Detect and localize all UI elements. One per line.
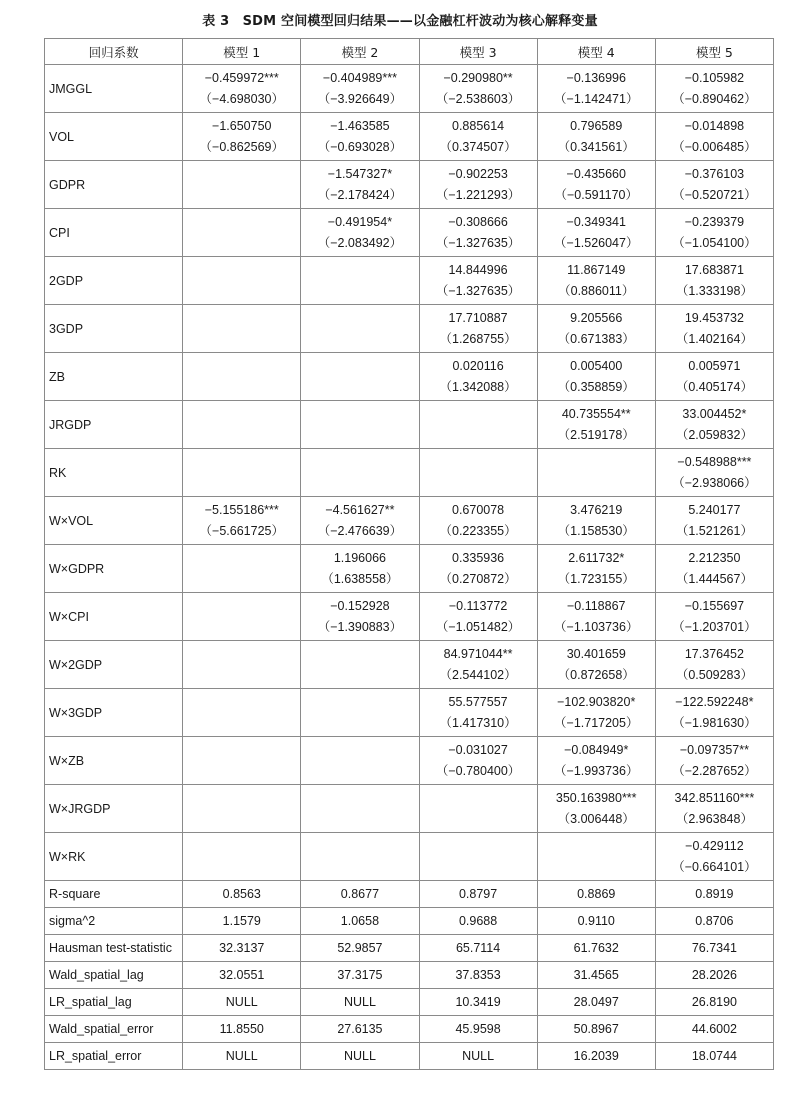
statistic-value: 31.4565 [537, 962, 655, 989]
statistic-value: 16.2039 [537, 1043, 655, 1070]
table-row [45, 497, 774, 545]
t-statistic-value: （1.417310） [439, 716, 517, 730]
table-cell [183, 305, 301, 353]
t-statistic-value: （1.444567） [675, 572, 753, 586]
table-title: 表 3 SDM 空间模型回归结果——以金融杠杆波动为核心解释变量 [202, 14, 598, 29]
coefficient-value: −0.031027 [448, 743, 508, 757]
table-cell [537, 785, 655, 833]
coefficient-value: −0.548988*** [677, 455, 752, 469]
statistic-value: 11.8550 [183, 1016, 301, 1043]
table-cell [301, 449, 419, 497]
t-statistic-value: （−2.938066） [672, 476, 757, 490]
statistic-value: 37.3175 [301, 962, 419, 989]
coefficient-value: −0.404989*** [322, 71, 397, 85]
coefficient-value: −0.902253 [448, 167, 508, 181]
coefficient-value: 55.577557 [448, 695, 508, 709]
table-cell [655, 113, 773, 161]
coefficient-value: 30.401659 [566, 647, 626, 661]
table-cell [655, 497, 773, 545]
table-row [45, 881, 774, 908]
table-cell [537, 497, 655, 545]
table-cell [419, 545, 537, 593]
coefficient-value: −1.650750 [212, 119, 272, 133]
t-statistic-value: （−0.591170） [554, 188, 638, 202]
variable-label: VOL [45, 113, 183, 161]
statistic-value: 52.9857 [301, 935, 419, 962]
coefficient-value: 5.240177 [688, 503, 741, 517]
t-statistic-value: （1.638558） [321, 572, 399, 586]
t-statistic-value: （0.374507） [439, 140, 517, 154]
coefficient-value: 350.163980*** [555, 791, 637, 805]
table-row [45, 962, 774, 989]
t-statistic-value: （−1.142471） [554, 92, 639, 106]
header-cell: 模型 3 [419, 39, 537, 65]
table-cell [537, 209, 655, 257]
t-statistic-value: （−1.327635） [435, 284, 521, 298]
statistic-value: 0.8869 [537, 881, 655, 908]
table-cell [183, 737, 301, 785]
t-statistic-value: （−2.476639） [317, 524, 403, 538]
t-statistic-value: （−1.526047） [554, 236, 639, 250]
t-statistic-value: （−2.287652） [672, 764, 757, 778]
table-row [45, 209, 774, 257]
table-row [45, 641, 774, 689]
table-cell [183, 497, 301, 545]
table-cell [301, 545, 419, 593]
coefficient-value: −0.435660 [566, 167, 626, 181]
table-row [45, 353, 774, 401]
t-statistic-value: （0.270872） [439, 572, 517, 586]
table-row [45, 935, 774, 962]
table-cell [301, 641, 419, 689]
statistic-label: R-square [45, 881, 183, 908]
coefficient-value: 0.005400 [570, 359, 623, 373]
t-statistic-value: （1.402164） [675, 332, 753, 346]
table-row [45, 545, 774, 593]
table-cell [419, 401, 537, 449]
table-cell [419, 209, 537, 257]
table-cell [419, 353, 537, 401]
table-cell [183, 257, 301, 305]
statistic-label: sigma^2 [45, 908, 183, 935]
coefficient-value: 17.376452 [684, 647, 744, 661]
header-cell: 模型 5 [655, 39, 773, 65]
coefficient-value: −0.349341 [566, 215, 626, 229]
t-statistic-value: （0.223355） [439, 524, 517, 538]
t-statistic-value: （−0.520721） [672, 188, 757, 202]
t-statistic-value: （−1.390883） [317, 620, 403, 634]
coefficient-value: 0.796589 [570, 119, 623, 133]
table-cell [655, 641, 773, 689]
table-row [45, 305, 774, 353]
t-statistic-value: （−0.664101） [672, 860, 757, 874]
coefficient-value: 0.335936 [452, 551, 505, 565]
coefficient-value: −0.308666 [448, 215, 508, 229]
t-statistic-value: （−1.327635） [435, 236, 521, 250]
table-cell [537, 545, 655, 593]
statistic-value: 45.9598 [419, 1016, 537, 1043]
coefficient-value: −5.155186*** [204, 503, 279, 517]
coefficient-value: −0.290980** [443, 71, 513, 85]
statistic-label: Wald_spatial_lag [45, 962, 183, 989]
table-cell [655, 833, 773, 881]
table-cell [301, 113, 419, 161]
table-row [45, 785, 774, 833]
statistic-value: 0.9110 [537, 908, 655, 935]
statistic-value: 32.3137 [183, 935, 301, 962]
statistic-value: 1.1579 [183, 908, 301, 935]
table-row [45, 65, 774, 113]
coefficient-value: 17.683871 [684, 263, 744, 277]
table-cell [301, 257, 419, 305]
coefficient-value: 2.611732* [568, 551, 625, 565]
table-cell [419, 641, 537, 689]
coefficient-value: 40.735554** [561, 407, 631, 421]
coefficient-value: −0.376103 [684, 167, 745, 181]
coefficient-value: 342.851160*** [674, 791, 755, 805]
statistic-value: 0.8919 [655, 881, 773, 908]
coefficient-value: 11.867149 [567, 263, 626, 277]
statistic-value: 50.8967 [537, 1016, 655, 1043]
table-cell [419, 785, 537, 833]
coefficient-value: −0.118867 [566, 599, 626, 613]
table-cell [419, 833, 537, 881]
coefficient-value: 17.710887 [448, 311, 508, 325]
variable-label: W×ZB [45, 737, 183, 785]
table-row [45, 908, 774, 935]
coefficient-value: −0.491954* [327, 215, 393, 229]
table-cell [183, 353, 301, 401]
table-row [45, 449, 774, 497]
table-cell [537, 161, 655, 209]
statistic-value: 61.7632 [537, 935, 655, 962]
variable-label: GDPR [45, 161, 183, 209]
statistic-value: NULL [301, 989, 419, 1016]
variable-label: W×JRGDP [45, 785, 183, 833]
coefficient-value: −0.429112 [685, 839, 744, 853]
statistic-value: 0.9688 [419, 908, 537, 935]
t-statistic-value: （−5.661725） [199, 524, 284, 538]
variable-label: 2GDP [45, 257, 183, 305]
variable-label: RK [45, 449, 183, 497]
table-cell [655, 65, 773, 113]
statistic-value: NULL [183, 989, 301, 1016]
table-cell [301, 497, 419, 545]
variable-label: CPI [45, 209, 183, 257]
t-statistic-value: （0.341561） [557, 140, 635, 154]
table-cell [537, 689, 655, 737]
table-cell [655, 449, 773, 497]
coefficient-value: 33.004452* [682, 407, 747, 421]
table-cell [419, 113, 537, 161]
t-statistic-value: （0.509283） [675, 668, 753, 682]
statistic-value: 26.8190 [655, 989, 773, 1016]
t-statistic-value: （0.405174） [675, 380, 753, 394]
table-cell [537, 305, 655, 353]
table-row [45, 113, 774, 161]
statistic-value: 32.0551 [183, 962, 301, 989]
coefficient-value: 14.844996 [448, 263, 508, 277]
variable-label: W×2GDP [45, 641, 183, 689]
t-statistic-value: （−2.178424） [317, 188, 403, 202]
table-cell [183, 65, 301, 113]
table-cell [183, 209, 301, 257]
table-cell [419, 737, 537, 785]
t-statistic-value: （2.519178） [557, 428, 635, 442]
t-statistic-value: （1.158530） [557, 524, 635, 538]
statistic-value: 28.2026 [655, 962, 773, 989]
table-cell [183, 545, 301, 593]
table-cell [655, 593, 773, 641]
t-statistic-value: （2.059832） [675, 428, 753, 442]
table-cell [655, 401, 773, 449]
t-statistic-value: （1.268755） [439, 332, 517, 346]
variable-label: JRGDP [45, 401, 183, 449]
statistic-value: 65.7114 [419, 935, 537, 962]
coefficient-value: 2.212350 [688, 551, 741, 565]
t-statistic-value: （−0.862569） [199, 140, 284, 154]
variable-label: W×CPI [45, 593, 183, 641]
table-cell [537, 353, 655, 401]
t-statistic-value: （−1.103736） [554, 620, 639, 634]
variable-label: 3GDP [45, 305, 183, 353]
statistic-label: Hausman test-statistic [45, 935, 183, 962]
coefficient-value: −122.592248* [675, 695, 754, 709]
table-cell [537, 65, 655, 113]
table-cell [419, 497, 537, 545]
coefficient-value: −4.561627** [325, 503, 395, 517]
variable-label: W×GDPR [45, 545, 183, 593]
coefficient-value: 0.670078 [452, 503, 505, 517]
statistic-value: 28.0497 [537, 989, 655, 1016]
t-statistic-value: （1.723155） [557, 572, 635, 586]
t-statistic-value: （1.342088） [439, 380, 517, 394]
table-cell [183, 113, 301, 161]
t-statistic-value: （−1.981630） [672, 716, 757, 730]
header-cell: 回归系数 [45, 39, 183, 65]
table-cell [301, 737, 419, 785]
table-cell [655, 305, 773, 353]
table-cell [655, 257, 773, 305]
table-cell [419, 593, 537, 641]
table-cell [537, 737, 655, 785]
t-statistic-value: （0.872658） [557, 668, 635, 682]
table-cell [301, 305, 419, 353]
table-row [45, 989, 774, 1016]
t-statistic-value: （−1.717205） [554, 716, 639, 730]
coefficient-value: −1.547327* [327, 167, 393, 181]
table-cell [301, 161, 419, 209]
table-cell [183, 689, 301, 737]
t-statistic-value: （−4.698030） [199, 92, 284, 106]
statistic-value: 44.6002 [655, 1016, 773, 1043]
table-cell [655, 209, 773, 257]
t-statistic-value: （−0.780400） [435, 764, 521, 778]
table-cell [301, 401, 419, 449]
coefficient-value: −1.463585 [330, 119, 390, 133]
t-statistic-value: （−1.203701） [672, 620, 757, 634]
table-cell [183, 161, 301, 209]
table-row [45, 833, 774, 881]
table-cell [183, 593, 301, 641]
table-cell [301, 593, 419, 641]
table-cell [537, 641, 655, 689]
table-cell [419, 689, 537, 737]
t-statistic-value: （−0.006485） [672, 140, 757, 154]
coefficient-value: −0.105982 [684, 71, 745, 85]
regression-table [44, 38, 774, 1070]
table-cell [419, 65, 537, 113]
table-cell [537, 593, 655, 641]
table-row [45, 689, 774, 737]
header-cell: 模型 4 [537, 39, 655, 65]
statistic-value: 18.0744 [655, 1043, 773, 1070]
table-row [45, 161, 774, 209]
statistic-value: 10.3419 [419, 989, 537, 1016]
table-cell [419, 305, 537, 353]
coefficient-value: −0.113772 [448, 599, 508, 613]
table-cell [537, 833, 655, 881]
table-cell [183, 833, 301, 881]
statistic-value: NULL [301, 1043, 419, 1070]
variable-label: JMGGL [45, 65, 183, 113]
variable-label: ZB [45, 353, 183, 401]
statistic-label: LR_spatial_error [45, 1043, 183, 1070]
statistic-value: 76.7341 [655, 935, 773, 962]
t-statistic-value: （−0.693028） [317, 140, 403, 154]
variable-label: W×RK [45, 833, 183, 881]
coefficient-value: 3.476219 [570, 503, 623, 517]
table-cell [419, 257, 537, 305]
table-cell [655, 353, 773, 401]
table-cell [537, 257, 655, 305]
table-row [45, 593, 774, 641]
statistic-label: LR_spatial_lag [45, 989, 183, 1016]
t-statistic-value: （0.358859） [557, 380, 635, 394]
table-cell [301, 689, 419, 737]
statistic-value: 1.0658 [301, 908, 419, 935]
statistic-value: NULL [419, 1043, 537, 1070]
table-cell [655, 689, 773, 737]
coefficient-value: −0.239379 [684, 215, 745, 229]
coefficient-value: −0.459972*** [204, 71, 279, 85]
table-cell [301, 353, 419, 401]
statistic-value: 0.8563 [183, 881, 301, 908]
statistic-value: 0.8797 [419, 881, 537, 908]
table-cell [183, 449, 301, 497]
coefficient-value: 9.205566 [570, 311, 623, 325]
statistic-value: NULL [183, 1043, 301, 1070]
header-cell: 模型 1 [183, 39, 301, 65]
table-row [45, 257, 774, 305]
coefficient-value: −102.903820* [557, 695, 636, 709]
table-cell [301, 785, 419, 833]
t-statistic-value: （−3.926649） [317, 92, 403, 106]
coefficient-value: 0.005971 [688, 359, 741, 373]
statistic-value: 0.8706 [655, 908, 773, 935]
coefficient-value: 1.196066 [333, 551, 386, 565]
table-body [45, 65, 774, 1070]
t-statistic-value: （1.333198） [675, 284, 753, 298]
table-row [45, 737, 774, 785]
table-cell [301, 833, 419, 881]
table-cell [183, 401, 301, 449]
table-cell [537, 113, 655, 161]
t-statistic-value: （3.006448） [557, 812, 635, 826]
variable-label: W×3GDP [45, 689, 183, 737]
table-cell [183, 641, 301, 689]
coefficient-value: −0.136996 [566, 71, 626, 85]
table-cell [419, 161, 537, 209]
coefficient-value: 0.020116 [452, 359, 504, 373]
t-statistic-value: （−1.051482） [435, 620, 521, 634]
coefficient-value: −0.097357** [679, 743, 749, 757]
coefficient-value: 84.971044** [443, 647, 513, 661]
t-statistic-value: （−1.221293） [435, 188, 521, 202]
table-cell [537, 401, 655, 449]
table-cell [537, 449, 655, 497]
table-cell [419, 449, 537, 497]
table-cell [301, 209, 419, 257]
t-statistic-value: （−2.083492） [317, 236, 403, 250]
table-cell [655, 161, 773, 209]
t-statistic-value: （1.521261） [675, 524, 753, 538]
t-statistic-value: （0.886011） [558, 284, 635, 298]
t-statistic-value: （0.671383） [557, 332, 635, 346]
coefficient-value: −0.152928 [330, 599, 390, 613]
coefficient-value: −0.084949* [564, 743, 629, 757]
t-statistic-value: （−0.890462） [672, 92, 757, 106]
table-cell [655, 785, 773, 833]
t-statistic-value: （2.963848） [675, 812, 753, 826]
table-row [45, 401, 774, 449]
statistic-value: 0.8677 [301, 881, 419, 908]
statistic-label: Wald_spatial_error [45, 1016, 183, 1043]
table-cell [183, 785, 301, 833]
t-statistic-value: （−2.538603） [435, 92, 521, 106]
table-row [45, 1043, 774, 1070]
variable-label: W×VOL [45, 497, 183, 545]
table-cell [301, 65, 419, 113]
t-statistic-value: （−1.993736） [554, 764, 639, 778]
coefficient-value: −0.014898 [684, 119, 745, 133]
table-cell [655, 545, 773, 593]
header-row [45, 39, 774, 65]
t-statistic-value: （−1.054100） [672, 236, 757, 250]
statistic-value: 37.8353 [419, 962, 537, 989]
header-cell: 模型 2 [301, 39, 419, 65]
table-cell [655, 737, 773, 785]
statistic-value: 27.6135 [301, 1016, 419, 1043]
coefficient-value: 19.453732 [684, 311, 744, 325]
table-row [45, 1016, 774, 1043]
coefficient-value: 0.885614 [452, 119, 505, 133]
t-statistic-value: （2.544102） [439, 668, 517, 682]
coefficient-value: −0.155697 [684, 599, 745, 613]
